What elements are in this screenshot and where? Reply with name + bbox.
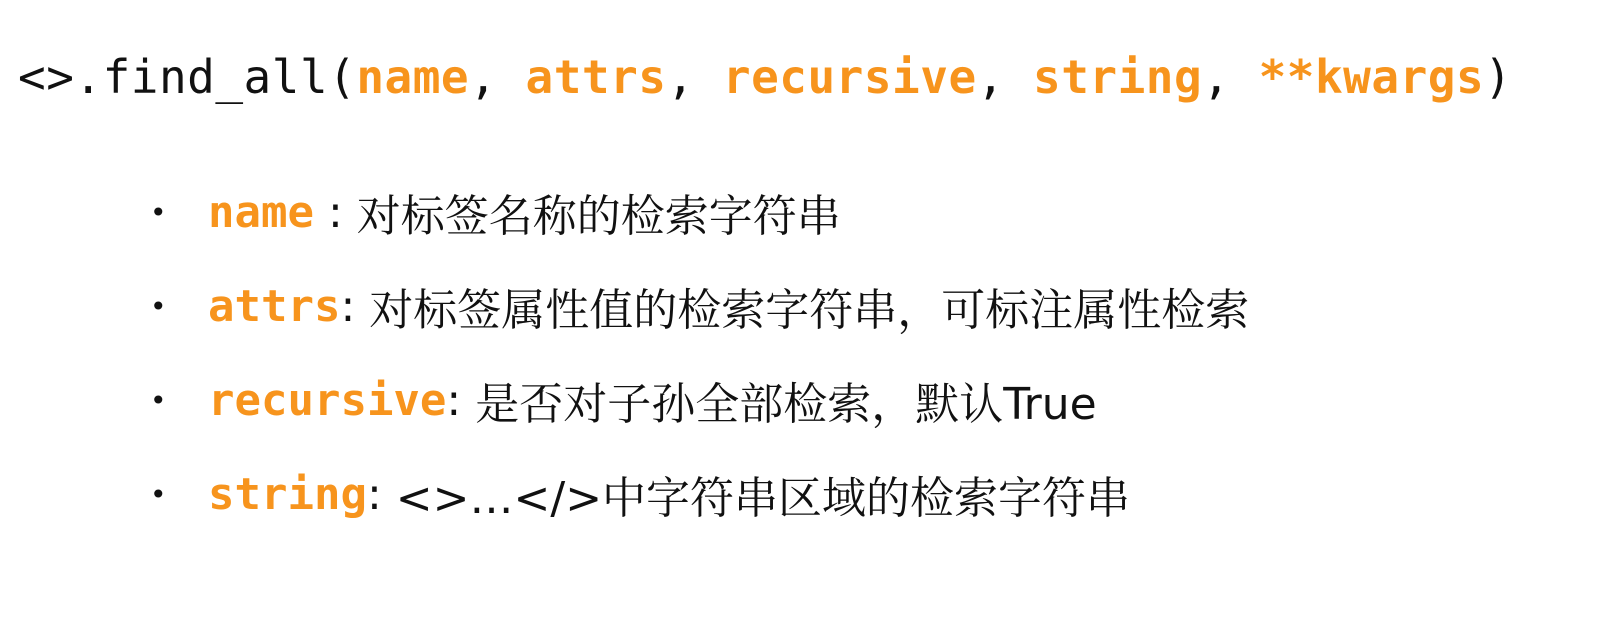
list-item-recursive [150,353,1249,447]
description-string: <>…</>中字符串区域的检索字符串 [395,473,1131,524]
list-item-string [150,447,1249,541]
term-string: string [208,468,367,520]
bullet-dot: • [150,195,167,229]
param-name: name [356,50,470,104]
signature-separator: , [469,50,526,104]
param-string: string [1033,50,1203,104]
param-recursive: recursive [722,50,977,104]
list-item-attrs [150,259,1249,353]
term-recursive: recursive [208,374,447,426]
bullet-dot: • [150,477,167,511]
list-item-name [150,165,1249,259]
description-recursive: 是否对子孙全部检索，默认True [475,379,1097,430]
bullet-dot: • [150,289,167,323]
function-signature [18,46,1512,108]
signature-prefix: <>.find_all( [18,50,357,104]
param-attrs: attrs [525,50,667,104]
signature-separator: , [666,50,723,104]
term-attrs: attrs [208,280,341,332]
signature-suffix: ) [1484,50,1513,104]
term-name: name [208,186,314,238]
signature-separator: , [1202,50,1259,104]
description-name: 对标签名称的检索字符串 [356,191,841,242]
term-separator: : [446,374,476,426]
description-attrs: 对标签属性值的检索字符串，可标注属性检索 [369,285,1250,336]
bullet-dot: • [150,383,167,417]
term-separator: : [366,468,396,520]
term-separator: : [313,186,357,238]
signature-separator: , [976,50,1034,104]
term-separator: : [340,280,370,332]
parameter-list [150,165,1249,541]
param-kwargs: **kwargs [1258,50,1485,104]
